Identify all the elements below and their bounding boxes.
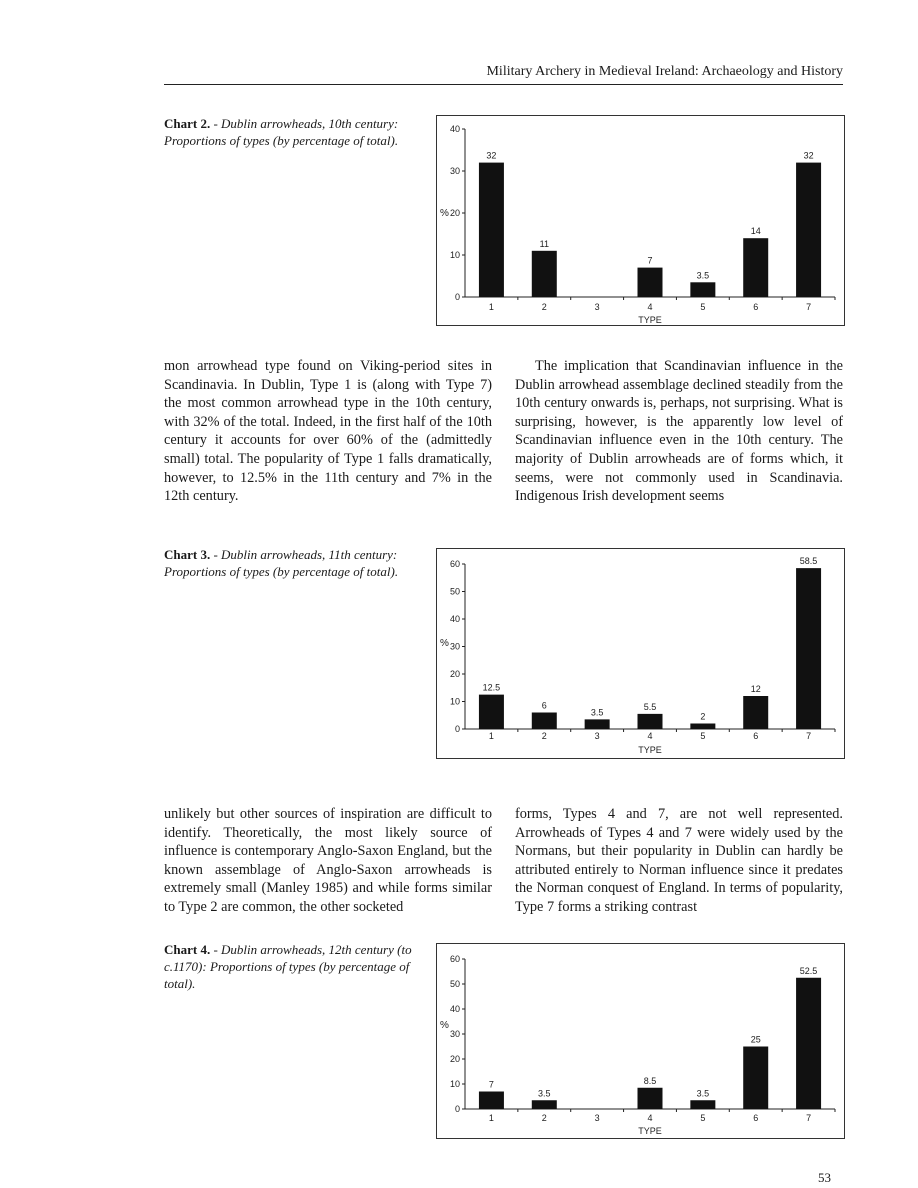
y-tick-label: 10	[449, 1079, 460, 1089]
data-label: 14	[750, 226, 761, 237]
x-tick-label: 6	[753, 731, 759, 741]
chart-4-label: Chart 4.	[164, 942, 211, 957]
y-axis-label: %	[440, 638, 449, 649]
y-tick-label: 20	[449, 1054, 460, 1064]
data-label: 5.5	[643, 701, 657, 712]
chart-3	[436, 548, 845, 759]
y-axis-label: %	[440, 208, 449, 219]
chart-4-plot	[437, 944, 846, 1140]
bar-type-5	[690, 282, 715, 297]
chart-2-caption	[164, 115, 429, 149]
paragraph: mon arrowhead type found on Viking-period sites in Scandinavia. In Dublin, Type 1 is (along with Type 7) the most common arrowhead type in the 10th century, with 32% of the total. Indeed, in the first half of the 10th century it accounts for over 60% of the (admittedly small) total. The popularity of Type 1 falls dramatically, however, to 12.5% in the 11th century and 7% in the 12th century.	[164, 358, 492, 505]
y-tick-label: 60	[449, 954, 460, 964]
x-tick-label: 3	[594, 731, 600, 741]
data-label: 3.5	[696, 1088, 710, 1099]
x-tick-label: 1	[488, 302, 494, 312]
chart-3-plot	[437, 549, 846, 760]
chart-2-plot	[437, 116, 846, 327]
x-axis-label: TYPE	[638, 315, 662, 325]
x-tick-label: 7	[806, 1113, 812, 1123]
data-label: 3.5	[538, 1088, 551, 1099]
x-tick-label: 7	[806, 731, 812, 741]
x-tick-label: 3	[594, 302, 600, 312]
y-tick-label: 40	[449, 614, 460, 624]
data-label: 12	[750, 684, 761, 694]
chart-2-label: Chart 2.	[164, 116, 211, 131]
bar-type-5	[690, 1100, 715, 1109]
x-tick-label: 5	[700, 1113, 706, 1123]
data-label: 8.5	[643, 1075, 657, 1086]
y-tick-label: 50	[449, 586, 460, 597]
y-tick-label: 0	[454, 1104, 460, 1114]
y-tick-label: 40	[449, 124, 460, 134]
bar-type-4	[638, 1088, 663, 1109]
x-tick-label: 4	[647, 302, 653, 312]
data-label: 3.5	[696, 270, 710, 281]
y-tick-label: 30	[449, 1029, 460, 1039]
bar-type-6	[743, 696, 768, 729]
running-head: Military Archery in Medieval Ireland: Archaeology and History	[486, 64, 843, 79]
y-tick-label: 10	[449, 696, 460, 707]
bar-type-2	[532, 713, 557, 730]
chart-4-caption-text: - Dublin arrowheads, 12th century (to c.1170): Proportions of types (by percentage of total).	[164, 942, 412, 991]
x-axis-label: TYPE	[638, 1126, 662, 1136]
data-label: 11	[539, 238, 549, 249]
bar-type-7	[796, 978, 821, 1109]
x-tick-label: 4	[647, 1113, 653, 1123]
bar-type-5	[690, 724, 715, 730]
x-tick-label: 4	[647, 731, 653, 741]
bar-type-6	[743, 238, 768, 297]
chart-3-label: Chart 3.	[164, 547, 211, 562]
x-tick-label: 1	[488, 731, 494, 741]
bar-type-1	[479, 1092, 504, 1110]
text-column-right-2	[515, 805, 843, 917]
y-tick-label: 30	[449, 166, 460, 176]
data-label: 12.5	[482, 682, 501, 693]
y-tick-label: 20	[449, 669, 460, 679]
y-tick-label: 0	[454, 292, 460, 302]
text-column-right-1	[515, 357, 843, 506]
data-label: 25	[750, 1034, 761, 1045]
data-label: 7	[647, 255, 653, 266]
x-tick-label: 6	[753, 302, 759, 312]
x-tick-label: 6	[753, 1113, 759, 1123]
x-tick-label: 2	[541, 302, 547, 312]
x-axis-label: TYPE	[638, 745, 662, 755]
text-column-left-1	[164, 357, 492, 506]
chart-4	[436, 943, 845, 1139]
data-label: 2	[700, 711, 706, 722]
bar-type-3	[585, 719, 610, 729]
bar-type-2	[532, 1100, 557, 1109]
bar-type-1	[479, 163, 504, 297]
chart-4-caption	[164, 941, 429, 992]
x-tick-label: 2	[541, 731, 547, 741]
y-tick-label: 20	[449, 208, 460, 218]
data-label: 52.5	[799, 965, 818, 976]
header-rule	[164, 84, 843, 85]
y-tick-label: 30	[449, 641, 460, 652]
paragraph: unlikely but other sources of inspiration are difficult to identify. Theoretically, the most likely source of influence is contemporary Anglo-Saxon England, but the known assemblage of Anglo-Saxon arrowheads is extremely small (Manley 1985) and while forms similar to Type 2 are common, the other socketed	[164, 806, 492, 915]
bar-type-1	[479, 695, 504, 729]
page-number: 53	[818, 1170, 831, 1185]
chart-3-caption	[164, 546, 429, 580]
chart-3-caption-text: - Dublin arrowheads, 11th century: Proportions of types (by percentage of total).	[164, 547, 399, 579]
bar-type-7	[796, 163, 821, 297]
data-label: 7	[488, 1079, 494, 1090]
data-label: 6	[541, 700, 547, 711]
bar-type-6	[743, 1047, 768, 1110]
x-tick-label: 7	[806, 302, 812, 312]
y-tick-label: 0	[454, 724, 460, 734]
x-tick-label: 2	[541, 1113, 547, 1123]
y-axis-label: %	[440, 1020, 449, 1031]
y-tick-label: 60	[449, 559, 460, 569]
bar-type-7	[796, 568, 821, 729]
y-tick-label: 10	[449, 250, 460, 260]
paragraph: forms, Types 4 and 7, are not well represented. Arrowheads of Types 4 and 7 were widely used by the Normans, but their popularity in Dublin can hardly be attributed entirely to Norman influence since it predates the Norman conquest of England. In terms of popularity, Type 7 forms a striking contrast	[515, 806, 843, 915]
bar-type-4	[638, 714, 663, 729]
bar-type-2	[532, 251, 557, 297]
text-column-left-2	[164, 805, 492, 917]
data-label: 3.5	[590, 707, 604, 718]
y-tick-label: 40	[449, 1004, 460, 1014]
data-label: 32	[486, 150, 497, 161]
x-tick-label: 3	[594, 1113, 600, 1123]
x-tick-label: 1	[488, 1113, 494, 1123]
chart-2-caption-text: - Dublin arrowheads, 10th century: Proportions of types (by percentage of total).	[164, 116, 399, 148]
paragraph: The implication that Scandinavian influence in the Dublin arrowhead assemblage declined steadily from the 10th century onwards is, perhaps, not surprising. What is surprising, however, is the apparently low level of Scandinavian influence even in the 10th century. The majority of Dublin arrowheads are of forms which, it seems, were not commonly used in Scandinavia. Indigenous Irish development seems	[515, 358, 843, 505]
chart-2	[436, 115, 845, 326]
y-tick-label: 50	[449, 979, 460, 989]
x-tick-label: 5	[700, 731, 706, 741]
x-tick-label: 5	[700, 302, 706, 312]
data-label: 58.5	[799, 556, 818, 567]
bar-type-4	[638, 268, 663, 297]
data-label: 32	[803, 150, 814, 161]
